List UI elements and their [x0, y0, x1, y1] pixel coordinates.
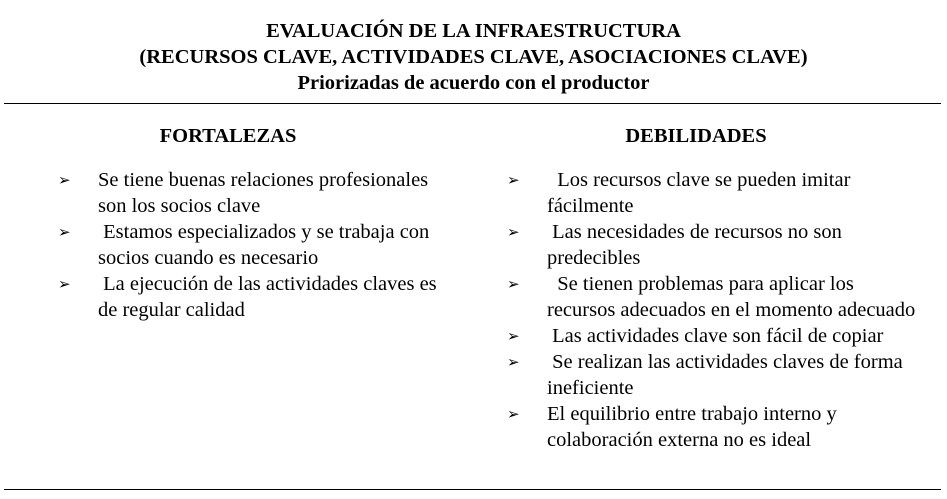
list-item: [58, 219, 438, 271]
arrow-bullet-icon: ➢: [58, 275, 71, 293]
list-item-text: Se realizan las actividades claves de forma ineficiente: [547, 351, 908, 399]
fortalezas-list: [58, 167, 442, 323]
list-item: [507, 323, 927, 349]
list-item: [507, 167, 927, 219]
arrow-bullet-icon: ➢: [507, 405, 520, 423]
document-header: [0, 18, 947, 96]
arrow-bullet-icon: ➢: [507, 327, 520, 345]
list-item: [507, 219, 927, 271]
list-item: [507, 271, 927, 323]
header-title: EVALUACIÓN DE LA INFRAESTRUCTURA: [266, 20, 681, 42]
list-item-text: Estamos especializados y se trabaja con socios cuando es necesario: [98, 221, 435, 269]
list-item: [507, 401, 927, 453]
list-item-text: Se tienen problemas para aplicar los recursos adecuados en el momento adecuado: [547, 273, 916, 321]
arrow-bullet-icon: ➢: [507, 275, 520, 293]
list-item-text: Se tiene buenas relaciones profesionales son los socios clave: [98, 169, 434, 217]
list-item-text: Las necesidades de recursos no son predecibles: [547, 221, 848, 269]
top-divider: [4, 103, 941, 104]
arrow-bullet-icon: ➢: [507, 171, 520, 189]
fortalezas-heading: FORTALEZAS: [159, 125, 297, 147]
debilidades-heading: DEBILIDADES: [625, 125, 767, 147]
arrow-bullet-icon: ➢: [507, 223, 520, 241]
list-item-text: La ejecución de las actividades claves es de regular calidad: [98, 273, 442, 321]
list-item: [58, 271, 442, 323]
list-item: [507, 349, 927, 401]
arrow-bullet-icon: ➢: [507, 353, 520, 371]
list-item-text: Los recursos clave se pueden imitar fácilmente: [547, 169, 856, 217]
header-note: Priorizadas de acuerdo con el productor: [297, 72, 650, 94]
debilidades-list: [507, 167, 927, 453]
bottom-divider: [4, 489, 941, 490]
arrow-bullet-icon: ➢: [58, 223, 71, 241]
list-item-text: Las actividades clave son fácil de copiar: [547, 325, 884, 347]
header-subtitle: (RECURSOS CLAVE, ACTIVIDADES CLAVE, ASOCIACIONES CLAVE): [139, 46, 808, 68]
arrow-bullet-icon: ➢: [58, 171, 71, 189]
list-item-text: El equilibrio entre trabajo interno y colaboración externa no es ideal: [547, 403, 842, 451]
list-item: [58, 167, 438, 219]
